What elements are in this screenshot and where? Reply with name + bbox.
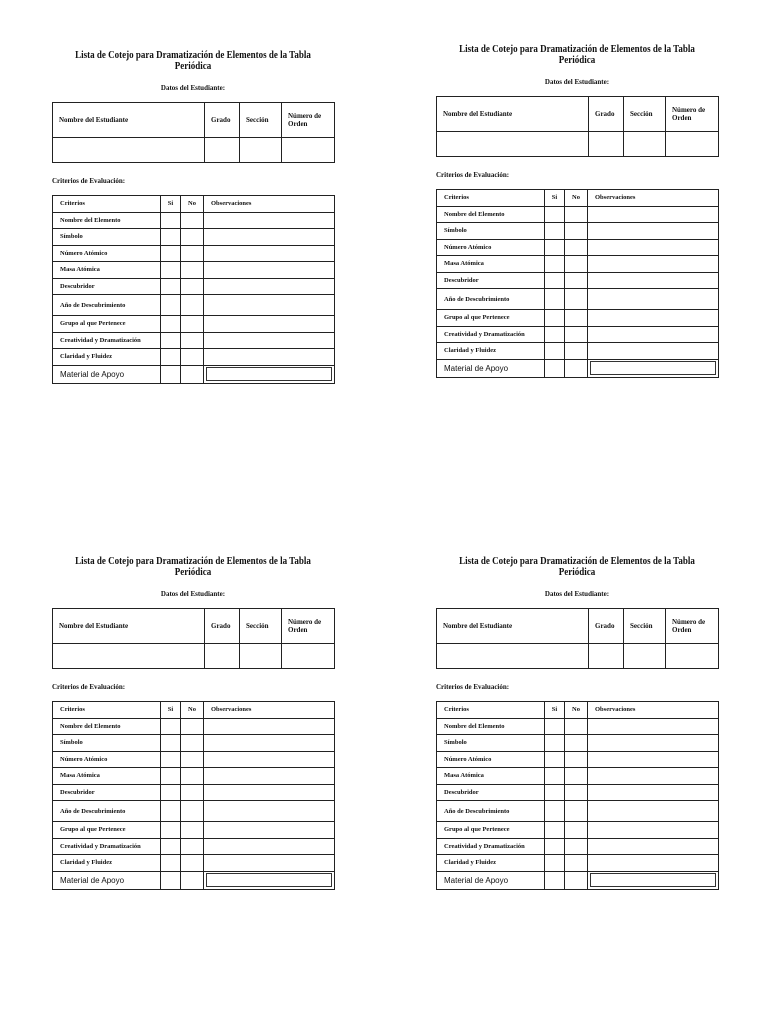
criterion-descubridor: Descubridor xyxy=(53,784,161,801)
criterion-descubridor: Descubridor xyxy=(53,278,161,295)
observations-cell[interactable] xyxy=(588,718,719,735)
no-checkbox-cell[interactable] xyxy=(565,223,588,240)
criteria-row xyxy=(53,212,335,229)
yes-checkbox-cell[interactable] xyxy=(161,295,181,316)
criteria-row xyxy=(53,768,335,785)
criteria-row xyxy=(437,359,719,377)
no-checkbox-cell[interactable] xyxy=(181,838,204,855)
observations-cell[interactable] xyxy=(588,310,719,327)
yes-checkbox-cell[interactable] xyxy=(161,784,181,801)
observations-cell[interactable] xyxy=(204,365,335,383)
criteria-table xyxy=(52,701,335,890)
observations-cell[interactable] xyxy=(588,272,719,289)
yes-checkbox-cell[interactable] xyxy=(161,768,181,785)
criterion-material-de-apoyo: Material de Apoyo xyxy=(53,871,161,889)
no-checkbox-cell[interactable] xyxy=(565,751,588,768)
student-name-header: Nombre del Estudiante xyxy=(53,609,205,644)
no-checkbox-cell[interactable] xyxy=(565,735,588,752)
grade-header: Grado xyxy=(205,609,240,644)
no-checkbox-cell[interactable] xyxy=(181,768,204,785)
criteria-row xyxy=(53,245,335,262)
no-checkbox-cell[interactable] xyxy=(181,278,204,295)
yes-checkbox-cell[interactable] xyxy=(161,735,181,752)
grade-header: Grado xyxy=(589,609,624,644)
order-number-field[interactable] xyxy=(282,644,335,669)
criteria-row xyxy=(53,262,335,279)
criterion-ano-de-descubrimiento: Año de Descubrimiento xyxy=(437,289,545,310)
observations-cell[interactable] xyxy=(588,256,719,273)
observations-cell[interactable] xyxy=(204,751,335,768)
yes-checkbox-cell[interactable] xyxy=(161,316,181,333)
section-header: Sección xyxy=(624,609,666,644)
no-checkbox-cell[interactable] xyxy=(565,768,588,785)
yes-checkbox-cell[interactable] xyxy=(545,871,565,889)
section-field[interactable] xyxy=(624,132,666,157)
criteria-heading: Criterios de Evaluación: xyxy=(436,171,510,179)
criteria-row xyxy=(437,855,719,872)
yes-checkbox-cell[interactable] xyxy=(161,838,181,855)
observations-header: Observaciones xyxy=(588,702,719,719)
criteria-row xyxy=(53,316,335,333)
criteria-row xyxy=(437,871,719,889)
observations-header: Observaciones xyxy=(588,190,719,207)
section-field[interactable] xyxy=(624,644,666,669)
student-name-header: Nombre del Estudiante xyxy=(437,609,589,644)
criteria-row xyxy=(53,751,335,768)
no-checkbox-cell[interactable] xyxy=(181,212,204,229)
criteria-heading: Criterios de Evaluación: xyxy=(52,683,126,691)
student-name-header: Nombre del Estudiante xyxy=(437,97,589,132)
student-name-field[interactable] xyxy=(53,644,205,669)
no-header: No xyxy=(565,190,588,207)
criterion-creatividad-y-dramatizacion: Creatividad y Dramatización xyxy=(437,326,545,343)
observations-inner-box xyxy=(206,367,332,381)
criteria-row xyxy=(53,295,335,316)
order-number-field[interactable] xyxy=(666,132,719,157)
student-name-header: Nombre del Estudiante xyxy=(53,103,205,138)
yes-checkbox-cell[interactable] xyxy=(545,784,565,801)
yes-checkbox-cell[interactable] xyxy=(545,223,565,240)
yes-checkbox-cell[interactable] xyxy=(545,289,565,310)
criterion-numero-atomico: Número Atómico xyxy=(53,245,161,262)
observations-cell[interactable] xyxy=(204,768,335,785)
observations-cell[interactable] xyxy=(204,855,335,872)
yes-checkbox-cell[interactable] xyxy=(545,751,565,768)
criterion-creatividad-y-dramatizacion: Creatividad y Dramatización xyxy=(53,838,161,855)
criterion-masa-atomica: Masa Atómica xyxy=(437,768,545,785)
yes-checkbox-cell[interactable] xyxy=(545,310,565,327)
yes-checkbox-cell[interactable] xyxy=(161,332,181,349)
no-checkbox-cell[interactable] xyxy=(181,365,204,383)
observations-cell[interactable] xyxy=(588,289,719,310)
observations-cell[interactable] xyxy=(204,718,335,735)
observations-cell[interactable] xyxy=(204,871,335,889)
observations-cell[interactable] xyxy=(204,316,335,333)
section-field[interactable] xyxy=(240,644,282,669)
criteria-row xyxy=(437,272,719,289)
no-checkbox-cell[interactable] xyxy=(565,326,588,343)
criteria-header: Criterios xyxy=(437,190,545,207)
criterion-masa-atomica: Masa Atómica xyxy=(53,262,161,279)
criteria-header: Criterios xyxy=(53,196,161,213)
criterion-nombre-del-elemento: Nombre del Elemento xyxy=(437,718,545,735)
criteria-row xyxy=(437,801,719,822)
criteria-row xyxy=(53,822,335,839)
criteria-row xyxy=(53,278,335,295)
criteria-row xyxy=(437,223,719,240)
criteria-row xyxy=(53,871,335,889)
observations-cell[interactable] xyxy=(204,262,335,279)
criterion-numero-atomico: Número Atómico xyxy=(437,239,545,256)
observations-cell[interactable] xyxy=(588,784,719,801)
criterion-claridad-y-fluidez: Claridad y Fluidez xyxy=(437,855,545,872)
observations-cell[interactable] xyxy=(204,245,335,262)
yes-checkbox-cell[interactable] xyxy=(161,212,181,229)
section-header: Sección xyxy=(624,97,666,132)
yes-checkbox-cell[interactable] xyxy=(161,245,181,262)
yes-header: Si xyxy=(545,702,565,719)
criterion-ano-de-descubrimiento: Año de Descubrimiento xyxy=(437,801,545,822)
checklist-sheet xyxy=(436,556,718,890)
yes-header: Si xyxy=(545,190,565,207)
observations-header: Observaciones xyxy=(204,196,335,213)
sheet-title: Lista de Cotejo para Dramatización de Elementos de la Tabla Periódica xyxy=(459,556,695,578)
criteria-row xyxy=(437,751,719,768)
section-header: Sección xyxy=(240,609,282,644)
observations-cell[interactable] xyxy=(204,212,335,229)
student-data-table xyxy=(52,102,335,163)
grade-field[interactable] xyxy=(205,138,240,163)
yes-checkbox-cell[interactable] xyxy=(545,822,565,839)
no-checkbox-cell[interactable] xyxy=(181,349,204,366)
no-header: No xyxy=(181,196,204,213)
no-checkbox-cell[interactable] xyxy=(181,801,204,822)
criterion-grupo-al-que-pertenece: Grupo al que Pertenece xyxy=(53,316,161,333)
checklist-sheet xyxy=(52,556,334,890)
observations-header: Observaciones xyxy=(204,702,335,719)
section-header: Sección xyxy=(240,103,282,138)
criteria-row xyxy=(53,718,335,735)
criterion-grupo-al-que-pertenece: Grupo al que Pertenece xyxy=(437,310,545,327)
criteria-row xyxy=(437,784,719,801)
no-checkbox-cell[interactable] xyxy=(565,272,588,289)
no-checkbox-cell[interactable] xyxy=(565,239,588,256)
criterion-descubridor: Descubridor xyxy=(437,784,545,801)
checklist-sheet xyxy=(436,44,718,378)
criterion-creatividad-y-dramatizacion: Creatividad y Dramatización xyxy=(53,332,161,349)
yes-checkbox-cell[interactable] xyxy=(545,801,565,822)
observations-cell[interactable] xyxy=(204,801,335,822)
criterion-ano-de-descubrimiento: Año de Descubrimiento xyxy=(53,801,161,822)
yes-checkbox-cell[interactable] xyxy=(161,822,181,839)
sheet-title: Lista de Cotejo para Dramatización de Elementos de la Tabla Periódica xyxy=(75,50,311,72)
criteria-row xyxy=(437,718,719,735)
no-header: No xyxy=(565,702,588,719)
no-checkbox-cell[interactable] xyxy=(181,245,204,262)
yes-checkbox-cell[interactable] xyxy=(161,871,181,889)
no-checkbox-cell[interactable] xyxy=(181,855,204,872)
criteria-row xyxy=(53,784,335,801)
criteria-heading: Criterios de Evaluación: xyxy=(52,177,126,185)
no-checkbox-cell[interactable] xyxy=(565,855,588,872)
no-checkbox-cell[interactable] xyxy=(181,871,204,889)
observations-inner-box xyxy=(590,361,716,375)
observations-cell[interactable] xyxy=(204,295,335,316)
criterion-claridad-y-fluidez: Claridad y Fluidez xyxy=(437,343,545,360)
order-number-field[interactable] xyxy=(666,644,719,669)
criteria-row xyxy=(53,229,335,246)
no-checkbox-cell[interactable] xyxy=(181,229,204,246)
order-number-header: Número de Orden xyxy=(282,103,335,138)
observations-cell[interactable] xyxy=(588,751,719,768)
grade-field[interactable] xyxy=(589,132,624,157)
order-number-header: Número de Orden xyxy=(666,609,719,644)
grade-header: Grado xyxy=(589,97,624,132)
no-checkbox-cell[interactable] xyxy=(565,718,588,735)
criterion-claridad-y-fluidez: Claridad y Fluidez xyxy=(53,349,161,366)
criterion-numero-atomico: Número Atómico xyxy=(437,751,545,768)
criteria-row xyxy=(53,801,335,822)
criterion-claridad-y-fluidez: Claridad y Fluidez xyxy=(53,855,161,872)
criteria-row xyxy=(437,768,719,785)
observations-cell[interactable] xyxy=(588,855,719,872)
observations-cell[interactable] xyxy=(588,343,719,360)
yes-checkbox-cell[interactable] xyxy=(545,855,565,872)
observations-cell[interactable] xyxy=(588,838,719,855)
criterion-masa-atomica: Masa Atómica xyxy=(437,256,545,273)
observations-cell[interactable] xyxy=(588,239,719,256)
student-name-field[interactable] xyxy=(437,132,589,157)
yes-checkbox-cell[interactable] xyxy=(161,801,181,822)
observations-cell[interactable] xyxy=(588,206,719,223)
criterion-grupo-al-que-pertenece: Grupo al que Pertenece xyxy=(53,822,161,839)
yes-checkbox-cell[interactable] xyxy=(545,735,565,752)
observations-inner-box xyxy=(590,873,716,887)
criterion-simbolo: Símbolo xyxy=(437,735,545,752)
yes-header: Si xyxy=(161,196,181,213)
no-checkbox-cell[interactable] xyxy=(565,838,588,855)
yes-checkbox-cell[interactable] xyxy=(161,365,181,383)
criteria-row xyxy=(53,855,335,872)
observations-cell[interactable] xyxy=(204,332,335,349)
no-checkbox-cell[interactable] xyxy=(565,310,588,327)
criterion-ano-de-descubrimiento: Año de Descubrimiento xyxy=(53,295,161,316)
yes-checkbox-cell[interactable] xyxy=(545,206,565,223)
student-data-table xyxy=(436,608,719,669)
criteria-row xyxy=(53,332,335,349)
yes-checkbox-cell[interactable] xyxy=(161,751,181,768)
yes-checkbox-cell[interactable] xyxy=(545,768,565,785)
no-checkbox-cell[interactable] xyxy=(181,784,204,801)
criterion-nombre-del-elemento: Nombre del Elemento xyxy=(53,212,161,229)
observations-cell[interactable] xyxy=(204,784,335,801)
no-checkbox-cell[interactable] xyxy=(181,262,204,279)
order-number-header: Número de Orden xyxy=(282,609,335,644)
criteria-row xyxy=(437,289,719,310)
yes-checkbox-cell[interactable] xyxy=(161,278,181,295)
observations-inner-box xyxy=(206,873,332,887)
grade-header: Grado xyxy=(205,103,240,138)
student-name-field[interactable] xyxy=(53,138,205,163)
criterion-masa-atomica: Masa Atómica xyxy=(53,768,161,785)
student-data-heading: Datos del Estudiante: xyxy=(544,78,610,86)
no-header: No xyxy=(181,702,204,719)
criteria-heading: Criterios de Evaluación: xyxy=(436,683,510,691)
criteria-table xyxy=(52,195,335,384)
observations-cell[interactable] xyxy=(204,278,335,295)
criteria-row xyxy=(53,365,335,383)
no-checkbox-cell[interactable] xyxy=(181,332,204,349)
no-checkbox-cell[interactable] xyxy=(565,289,588,310)
checklist-sheet xyxy=(52,50,334,384)
yes-checkbox-cell[interactable] xyxy=(161,229,181,246)
no-checkbox-cell[interactable] xyxy=(181,735,204,752)
order-number-field[interactable] xyxy=(282,138,335,163)
student-data-table xyxy=(52,608,335,669)
criterion-material-de-apoyo: Material de Apoyo xyxy=(437,871,545,889)
criterion-material-de-apoyo: Material de Apoyo xyxy=(437,359,545,377)
yes-checkbox-cell[interactable] xyxy=(161,349,181,366)
student-data-heading: Datos del Estudiante: xyxy=(160,590,226,598)
criteria-row xyxy=(437,838,719,855)
no-checkbox-cell[interactable] xyxy=(565,343,588,360)
no-checkbox-cell[interactable] xyxy=(565,256,588,273)
yes-checkbox-cell[interactable] xyxy=(545,239,565,256)
criteria-table xyxy=(436,701,719,890)
student-name-field[interactable] xyxy=(437,644,589,669)
yes-checkbox-cell[interactable] xyxy=(161,262,181,279)
observations-cell[interactable] xyxy=(588,223,719,240)
observations-cell[interactable] xyxy=(588,359,719,377)
criteria-row xyxy=(53,838,335,855)
no-checkbox-cell[interactable] xyxy=(565,206,588,223)
observations-cell[interactable] xyxy=(204,822,335,839)
no-checkbox-cell[interactable] xyxy=(181,751,204,768)
criterion-numero-atomico: Número Atómico xyxy=(53,751,161,768)
observations-cell[interactable] xyxy=(588,768,719,785)
yes-checkbox-cell[interactable] xyxy=(545,343,565,360)
student-data-table xyxy=(436,96,719,157)
observations-cell[interactable] xyxy=(588,871,719,889)
criterion-nombre-del-elemento: Nombre del Elemento xyxy=(437,206,545,223)
criteria-row xyxy=(53,735,335,752)
yes-checkbox-cell[interactable] xyxy=(545,272,565,289)
yes-checkbox-cell[interactable] xyxy=(545,838,565,855)
yes-checkbox-cell[interactable] xyxy=(545,359,565,377)
criterion-descubridor: Descubridor xyxy=(437,272,545,289)
criterion-material-de-apoyo: Material de Apoyo xyxy=(53,365,161,383)
observations-cell[interactable] xyxy=(588,822,719,839)
criterion-creatividad-y-dramatizacion: Creatividad y Dramatización xyxy=(437,838,545,855)
criteria-table xyxy=(436,189,719,378)
sheet-title: Lista de Cotejo para Dramatización de Elementos de la Tabla Periódica xyxy=(75,556,311,578)
student-data-heading: Datos del Estudiante: xyxy=(544,590,610,598)
no-checkbox-cell[interactable] xyxy=(565,822,588,839)
no-checkbox-cell[interactable] xyxy=(181,295,204,316)
observations-cell[interactable] xyxy=(204,735,335,752)
observations-cell[interactable] xyxy=(204,229,335,246)
criteria-row xyxy=(437,735,719,752)
sheet-title: Lista de Cotejo para Dramatización de Elementos de la Tabla Periódica xyxy=(459,44,695,66)
no-checkbox-cell[interactable] xyxy=(565,359,588,377)
no-checkbox-cell[interactable] xyxy=(181,822,204,839)
yes-checkbox-cell[interactable] xyxy=(545,256,565,273)
criterion-nombre-del-elemento: Nombre del Elemento xyxy=(53,718,161,735)
criteria-row xyxy=(437,239,719,256)
criterion-simbolo: Símbolo xyxy=(53,229,161,246)
criteria-header: Criterios xyxy=(437,702,545,719)
yes-checkbox-cell[interactable] xyxy=(161,855,181,872)
order-number-header: Número de Orden xyxy=(666,97,719,132)
criteria-row xyxy=(437,326,719,343)
criterion-simbolo: Símbolo xyxy=(53,735,161,752)
observations-cell[interactable] xyxy=(204,349,335,366)
criterion-simbolo: Símbolo xyxy=(437,223,545,240)
criteria-row xyxy=(437,822,719,839)
criteria-row xyxy=(437,206,719,223)
yes-header: Si xyxy=(161,702,181,719)
yes-checkbox-cell[interactable] xyxy=(545,718,565,735)
no-checkbox-cell[interactable] xyxy=(181,316,204,333)
criteria-row xyxy=(437,256,719,273)
observations-cell[interactable] xyxy=(588,735,719,752)
observations-cell[interactable] xyxy=(588,326,719,343)
criteria-header: Criterios xyxy=(53,702,161,719)
student-data-heading: Datos del Estudiante: xyxy=(160,84,226,92)
criteria-row xyxy=(437,343,719,360)
criteria-row xyxy=(437,310,719,327)
no-checkbox-cell[interactable] xyxy=(565,784,588,801)
grade-field[interactable] xyxy=(205,644,240,669)
section-field[interactable] xyxy=(240,138,282,163)
yes-checkbox-cell[interactable] xyxy=(545,326,565,343)
no-checkbox-cell[interactable] xyxy=(565,871,588,889)
criteria-row xyxy=(53,349,335,366)
grade-field[interactable] xyxy=(589,644,624,669)
criterion-grupo-al-que-pertenece: Grupo al que Pertenece xyxy=(437,822,545,839)
no-checkbox-cell[interactable] xyxy=(181,718,204,735)
yes-checkbox-cell[interactable] xyxy=(161,718,181,735)
observations-cell[interactable] xyxy=(588,801,719,822)
no-checkbox-cell[interactable] xyxy=(565,801,588,822)
observations-cell[interactable] xyxy=(204,838,335,855)
